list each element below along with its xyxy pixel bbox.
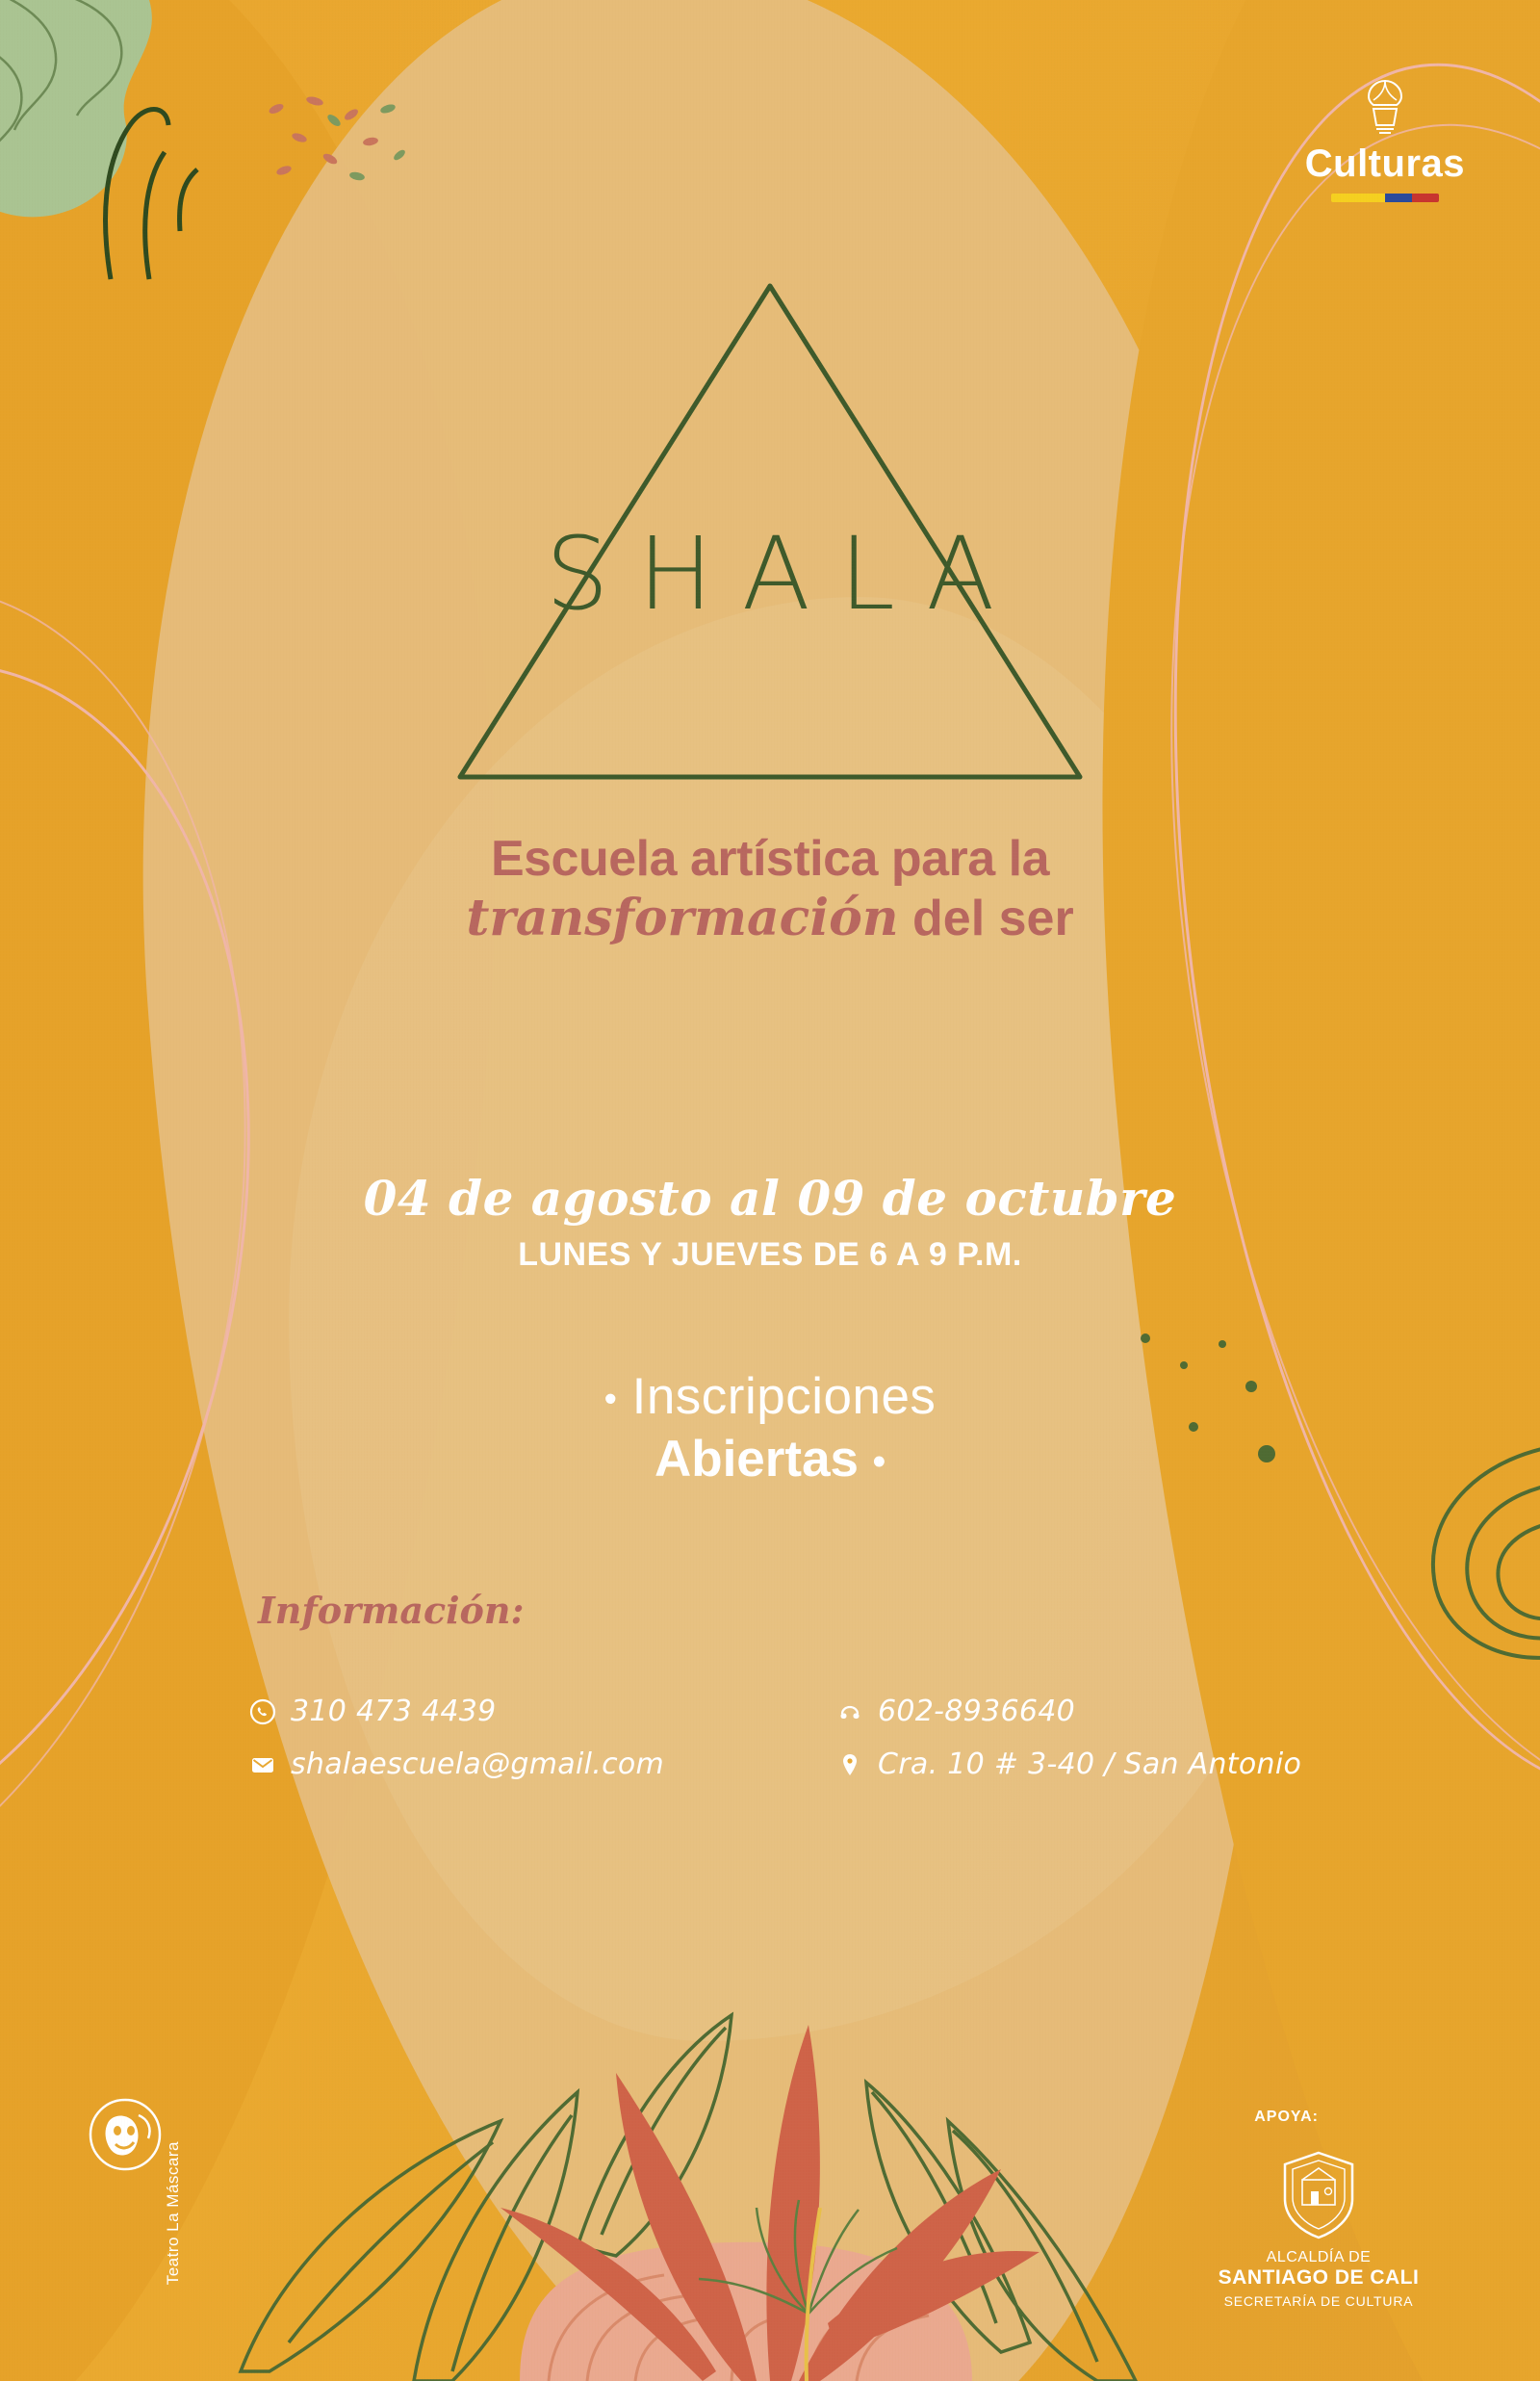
teatro-la-mascara-logo	[89, 2063, 214, 2285]
date-block	[0, 1170, 1540, 1274]
supporter-label: APOYA:	[1254, 2109, 1319, 2125]
enrollment-line-1	[0, 1367, 1540, 1426]
contact-email-text: shalaescuela@gmail.com	[291, 1747, 665, 1781]
date-range: 04 de agosto al 09 de octubre	[363, 1170, 1177, 1227]
date-schedule: LUNES Y JUEVES DE 6 A 9 P.M.	[518, 1236, 1022, 1273]
alcaldia-line-2: SANTIAGO DE CALI	[1218, 2266, 1420, 2289]
teatro-la-mascara-label: Teatro La Máscara	[164, 2140, 182, 2285]
tagline-line-2	[0, 889, 1540, 948]
tagline-emphasis: transformación	[466, 889, 899, 948]
alcaldia-line-1: ALCALDÍA DE	[1266, 2249, 1372, 2265]
contact-address-text: Cra. 10 # 3-40 / San Antonio	[878, 1747, 1302, 1781]
tagline-line-2-rest: del ser	[898, 891, 1074, 947]
shala-wordmark: SHALA	[545, 515, 1024, 633]
decorative-brush-strokes	[91, 87, 217, 298]
info-heading: Información:	[258, 1589, 525, 1632]
alcaldia-logo	[1198, 2149, 1439, 2309]
enrollment-line-2	[0, 1430, 1540, 1488]
culturas-label: Culturas	[1304, 142, 1465, 185]
culturas-logo	[1305, 77, 1465, 202]
bullet-left: •	[603, 1379, 618, 1420]
ministry-of-cultures-icon	[1344, 77, 1426, 139]
decorative-petal-confetti	[265, 91, 419, 197]
mask-logo-icon	[89, 2098, 162, 2171]
santiago-de-cali-seal-icon	[1279, 2149, 1358, 2241]
enrollment-block	[0, 1367, 1540, 1488]
contact-whatsapp-text: 310 473 4439	[291, 1695, 497, 1728]
enrollment-label: Inscripciones	[631, 1368, 937, 1425]
bullet-right: •	[872, 1441, 886, 1483]
colombia-flag-bar	[1331, 194, 1439, 202]
enrollment-status: Abiertas	[654, 1431, 860, 1488]
tagline	[0, 830, 1540, 949]
tagline-line-1: Escuela artística para la	[490, 831, 1050, 887]
contact-phone-text: 602-8936640	[878, 1695, 1075, 1728]
alcaldia-line-3: SECRETARÍA DE CULTURA	[1223, 2293, 1414, 2309]
